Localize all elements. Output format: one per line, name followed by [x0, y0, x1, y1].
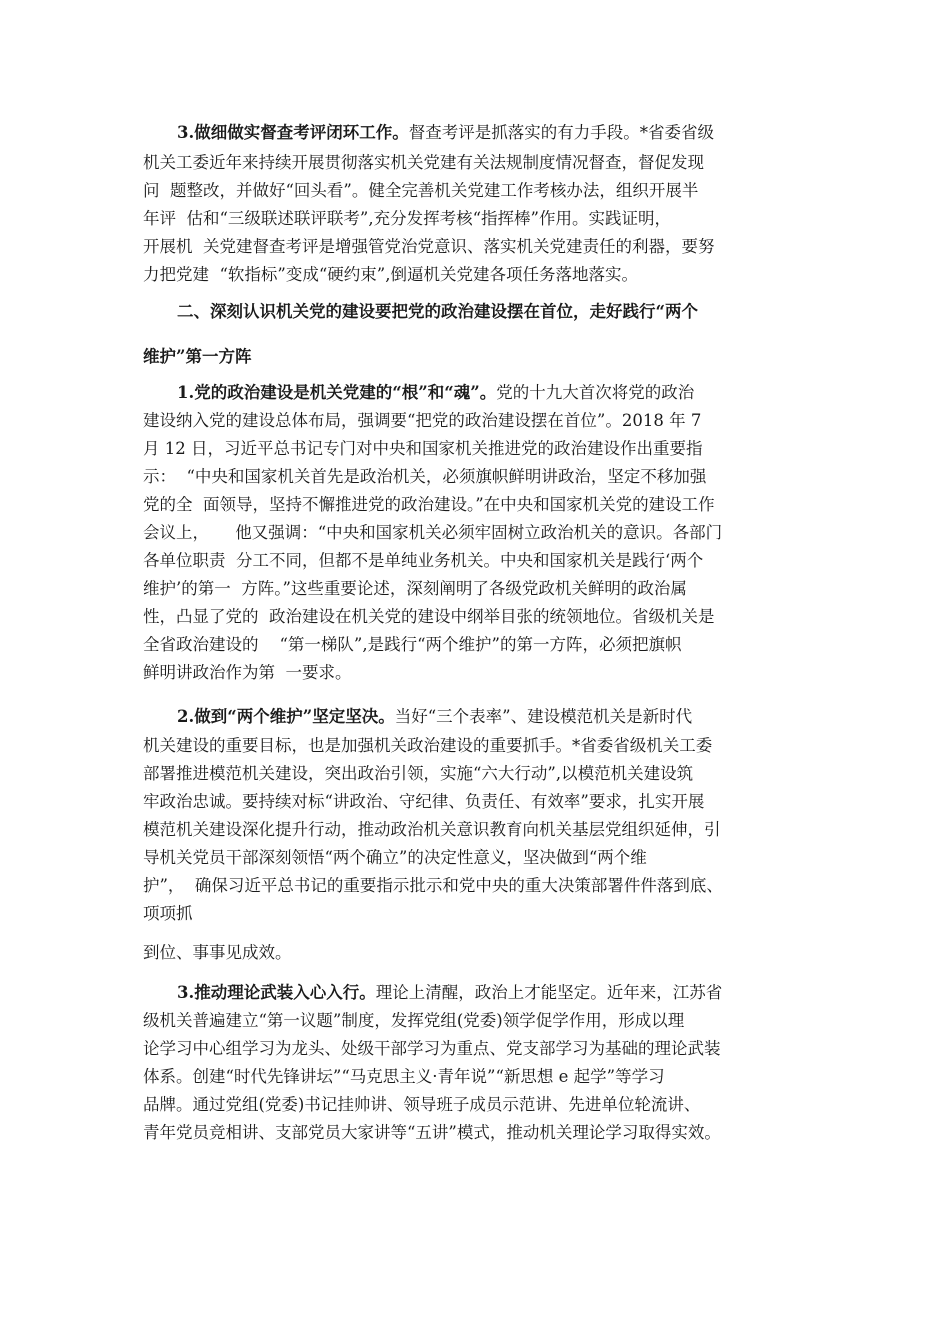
paragraph-line: 部署推进模范机关建设，突出政治引领，实施“六大行动”,以模范机关建设筑 [143, 764, 694, 783]
paragraph-line: 全省政治建设的 “第一梯队”,是践行“两个维护”的第一方阵，必须把旗帜 [143, 635, 682, 654]
paragraph-line: 到位、事事见成效。 [143, 943, 292, 962]
paragraph-line: 年评 估和“三级联述联评联考”,充分发挥考核“指挥棒”作用。实践证明， [143, 209, 671, 228]
paragraph-line: 项项抓 [143, 904, 193, 923]
paragraph-heading: 3.做细做实督查考评闭环工作。 [177, 123, 409, 142]
paragraph-line [177, 709, 692, 726]
paragraph-line: 会议上， 他又强调：“中央和国家机关必须牢固树立政治机关的意识。各部门 [143, 523, 723, 542]
paragraph-line: 各单位职责 分工不同，但都不是单纯业务机关。中央和国家机关是践行‘两个 [143, 551, 704, 570]
paragraph-line [177, 125, 714, 142]
paragraph-heading: 3.推动理论武装入心入行。 [177, 983, 376, 1002]
paragraph-line: 体系。创建“时代先锋讲坛”“马克思主义·青年说”“新思想 e 起学”等学习 [143, 1067, 665, 1086]
paragraph-line: 性，凸显了党的 政治建设在机关党的建设中纲举目张的统领地位。省级机关是 [143, 607, 715, 626]
section-heading: 二、深刻认识机关党的建设要把党的政治建设摆在首位，走好践行“两个 [177, 302, 698, 321]
paragraph-line: 开展机 关党建督查考评是增强管党治党意识、落实机关党建责任的利器，要努 [143, 237, 715, 256]
paragraph-line: 问 题整改，并做好“回头看”。健全完善机关党建工作考核办法，组织开展半 [143, 181, 699, 200]
paragraph-text: 理论上清醒，政治上才能坚定。近年来，江苏省 [375, 983, 723, 1002]
paragraph-line: 机关工委近年来持续开展贯彻落实机关党建有关法规制度情况督查，督促发现 [143, 153, 704, 172]
paragraph-line: 护”， 确保习近平总书记的重要指示批示和党中央的重大决策部署件件落到底、 [143, 876, 723, 895]
paragraph-line: 党的全 面领导，坚持不懈推进党的政治建设。”在中央和国家机关党的建设工作 [143, 495, 715, 514]
paragraph-text: 党的十九大首次将党的政治 [496, 383, 695, 402]
paragraph-line: 力把党建 “软指标”变成“硬约束”,倒逼机关党建各项任务落地落实。 [143, 265, 638, 284]
paragraph-line: 维护’的第一 方阵。”这些重要论述，深刻阐明了各级党政机关鲜明的政治属 [143, 579, 687, 598]
paragraph-line: 建设纳入党的建设总体布局，强调要“把党的政治建设摆在首位”。2018 年 7 [143, 411, 702, 430]
paragraph-line: 示： “中央和国家机关首先是政治机关，必须旗帜鲜明讲政治，坚定不移加强 [143, 467, 707, 486]
paragraph-line: 牢政治忠诚。要持续对标“讲政治、守纪律、负责任、有效率”要求，扎实开展 [143, 792, 705, 811]
paragraph-line [177, 985, 722, 1002]
paragraph-line: 月 12 日，习近平总书记专门对中央和国家机关推进党的政治建设作出重要指 [143, 439, 703, 458]
paragraph-line: 机关建设的重要目标，也是加强机关政治建设的重要抓手。*省委省级机关工委 [143, 736, 713, 755]
paragraph-line: 论学习中心组学习为龙头、处级干部学习为重点、党支部学习为基础的理论武装 [143, 1039, 721, 1058]
paragraph-line [177, 385, 694, 402]
paragraph-line: 级机关普遍建立“第一议题”制度，发挥党组(党委)领学促学作用，形成以理 [143, 1011, 685, 1030]
paragraph-text: 当好“三个表率”、建设模范机关是新时代 [394, 707, 693, 726]
paragraph-heading: 1.党的政治建设是机关党建的“根”和“魂”。 [177, 383, 497, 402]
section-heading-continued: 维护”第一方阵 [143, 347, 252, 366]
paragraph-line: 导机关党员干部深刻领悟“两个确立”的决定性意义，坚决做到“两个维 [143, 848, 647, 867]
paragraph-line: 品牌。通过党组(党委)书记挂帅讲、领导班子成员示范讲、先进单位轮流讲、 [143, 1095, 701, 1114]
paragraph-line: 鲜明讲政治作为第 一要求。 [143, 663, 352, 682]
paragraph-heading: 2.做到“两个维护”坚定坚决。 [177, 707, 395, 726]
paragraph-line: 模范机关建设深化提升行动，推动政治机关意识教育向机关基层党组织延伸，引 [143, 820, 721, 839]
paragraph-text: 督查考评是抓落实的有力手段。*省委省级 [408, 123, 714, 142]
paragraph-line: 青年党员竞相讲、支部党员大家讲等“五讲”模式，推动机关理论学习取得实效。 [143, 1123, 721, 1142]
